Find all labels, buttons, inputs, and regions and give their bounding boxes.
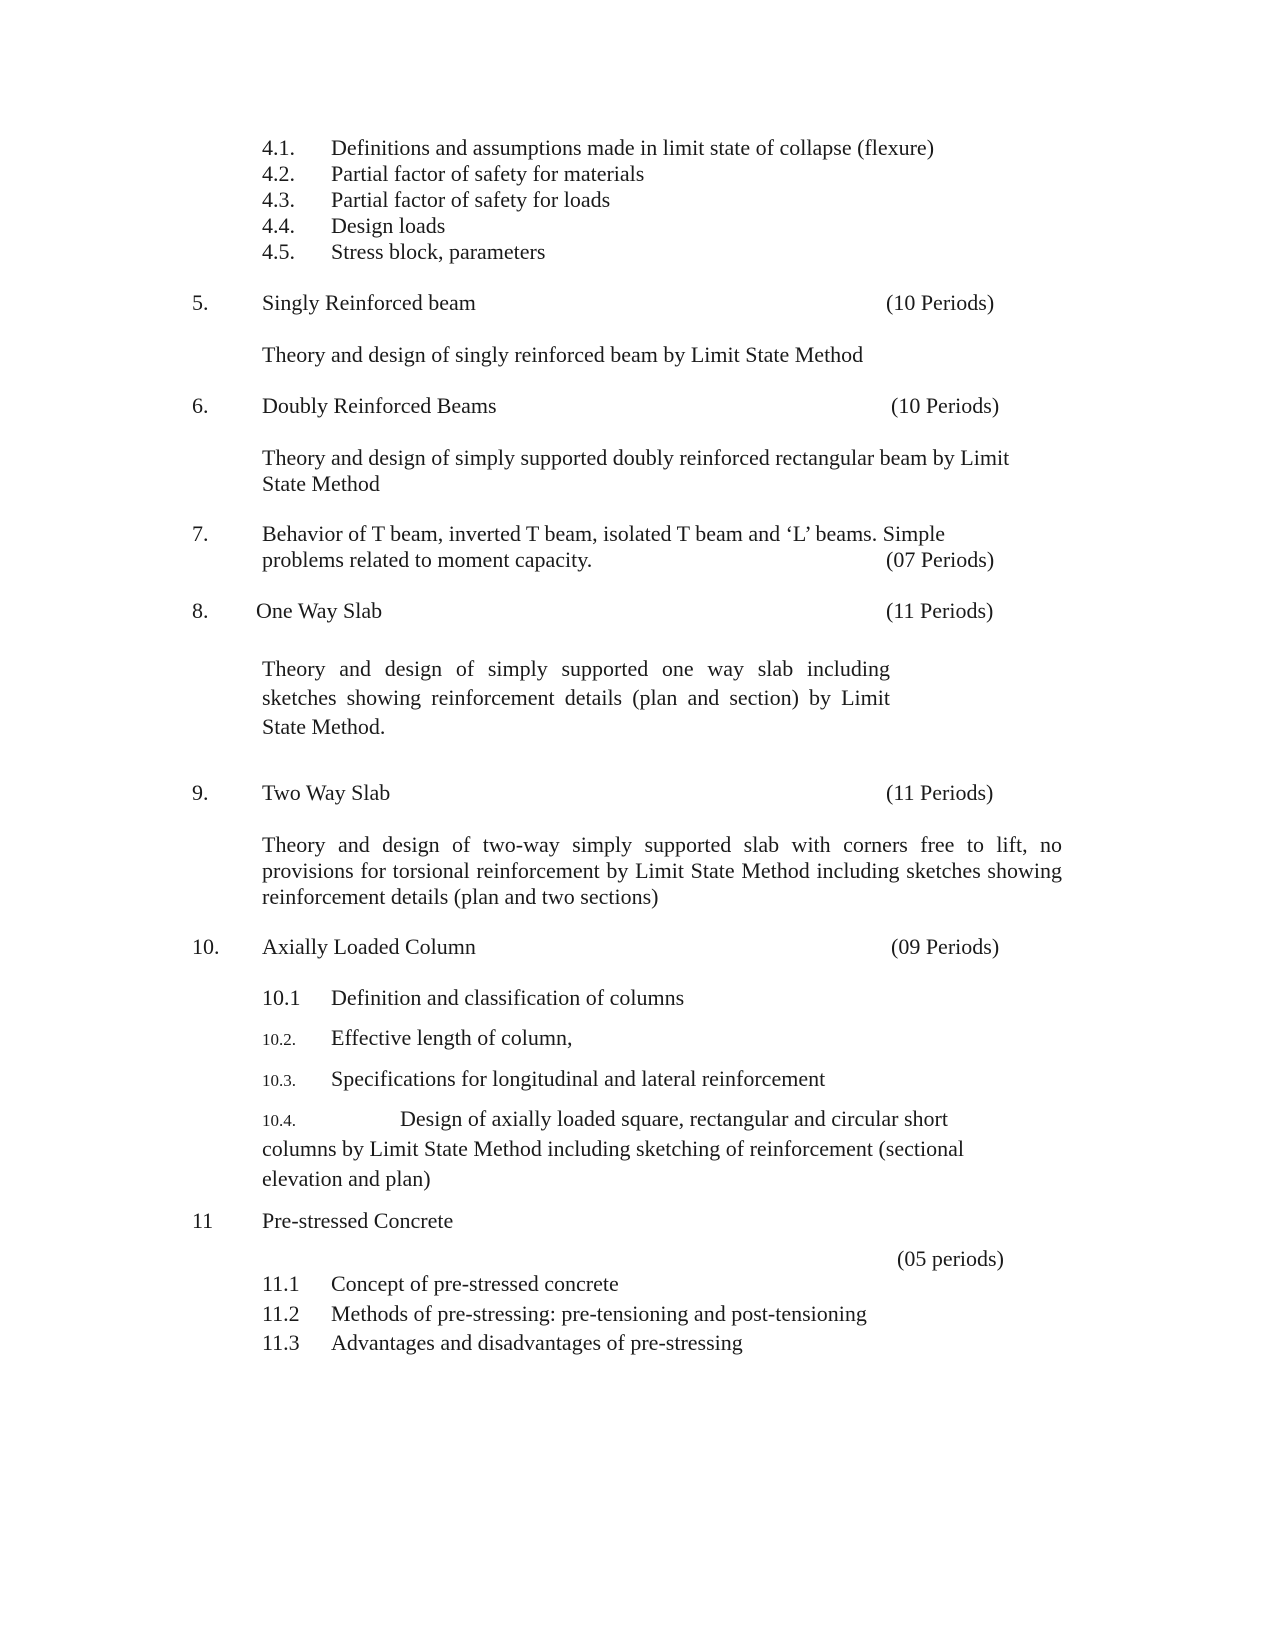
section-periods: (11 Periods) — [886, 598, 994, 623]
section-number: 10. — [192, 934, 220, 959]
item-text-line: Design of axially loaded square, rectangular and circular short — [400, 1106, 948, 1131]
section-title-line: problems related to moment capacity. — [262, 547, 593, 572]
section-number: 5. — [192, 290, 209, 315]
section-periods: (10 Periods) — [886, 290, 995, 315]
section-title: Axially Loaded Column — [262, 934, 476, 959]
item-number: 10.4. — [262, 1111, 296, 1130]
item-text-line: elevation and plan) — [262, 1166, 431, 1191]
item-number: 11.2 — [262, 1301, 300, 1326]
item-text: Stress block, parameters — [331, 239, 546, 264]
item-number: 4.2. — [262, 161, 295, 186]
item-number: 11.1 — [262, 1271, 300, 1296]
section-title: One Way Slab — [256, 598, 383, 623]
item-number: 4.4. — [262, 213, 295, 238]
item-text: Methods of pre-stressing: pre-tensioning and post-tensioning — [331, 1301, 867, 1326]
section-number: 6. — [192, 393, 209, 418]
section-periods: (10 Periods) — [891, 393, 1000, 418]
section-title: Two Way Slab — [262, 780, 391, 805]
item-text: Definitions and assumptions made in limit state of collapse (flexure) — [331, 135, 935, 160]
section-title-line: Behavior of T beam, inverted T beam, isolated T beam and ‘L’ beams. Simple — [262, 521, 946, 546]
section-periods: (09 Periods) — [891, 934, 1000, 959]
item-number: 10.1 — [262, 985, 301, 1010]
section-title: Doubly Reinforced Beams — [262, 393, 497, 418]
section-periods: (05 periods) — [897, 1246, 1004, 1271]
item-text: Partial factor of safety for loads — [331, 187, 611, 212]
item-text: Definition and classification of columns — [331, 985, 685, 1010]
item-number: 11.3 — [262, 1330, 300, 1355]
section-body-line: State Method — [262, 471, 380, 496]
item-text-line: columns by Limit State Method including sketching of reinforcement (sectional — [262, 1136, 965, 1161]
item-text: Advantages and disadvantages of pre-stressing — [331, 1330, 743, 1355]
item-number: 10.3. — [262, 1071, 296, 1090]
section-title: Singly Reinforced beam — [262, 290, 476, 315]
section-title: Pre-stressed Concrete — [262, 1208, 454, 1233]
section-number: 11 — [192, 1208, 214, 1233]
item-number: 4.1. — [262, 135, 295, 160]
section-periods: (11 Periods) — [886, 780, 994, 805]
section-number: 9. — [192, 780, 209, 805]
item-number: 10.2. — [262, 1030, 296, 1049]
section-body: Theory and design of two-way simply supported slab with corners free to lift, no provisions for torsional reinforcement by Limit State Method including sketches showing reinforcement details (plan and two sections) — [262, 832, 1062, 909]
section-body: Theory and design of singly reinforced beam by Limit State Method — [262, 342, 864, 367]
item-text: Concept of pre-stressed concrete — [331, 1271, 619, 1296]
item-text: Specifications for longitudinal and lateral reinforcement — [331, 1066, 826, 1091]
item-number: 4.3. — [262, 187, 295, 212]
item-number: 4.5. — [262, 239, 295, 264]
section-body: Theory and design of simply supported one way slab including sketches showing reinforcement details (plan and section) by Limit State Method. — [262, 656, 890, 739]
item-text: Design loads — [331, 213, 446, 238]
section-number: 7. — [192, 521, 209, 546]
item-text: Effective length of column, — [331, 1025, 573, 1050]
item-text: Partial factor of safety for materials — [331, 161, 645, 186]
section-periods: (07 Periods) — [886, 547, 995, 572]
section-body-line: Theory and design of simply supported doubly reinforced rectangular beam by Limit — [262, 445, 1010, 470]
section-number: 8. — [192, 598, 209, 623]
